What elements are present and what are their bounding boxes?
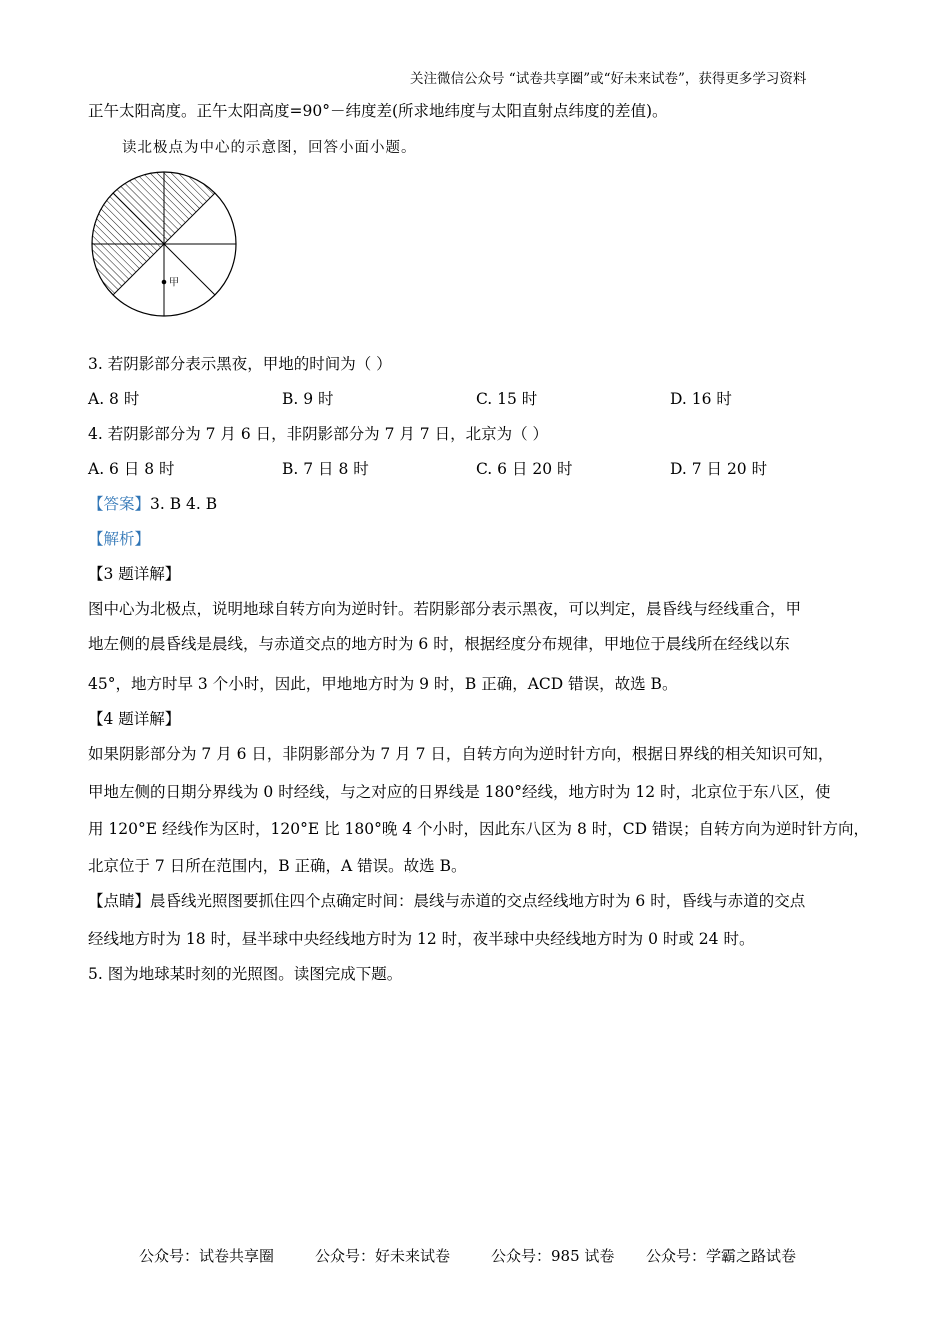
meridian-lines — [92, 172, 236, 316]
answer-tag: 【答案】 — [88, 495, 151, 513]
detail3-tag: 【3 题详解】 — [88, 565, 181, 583]
q4-options — [88, 459, 868, 479]
q4-option-b: B. 7 日 8 时 — [282, 460, 369, 478]
analysis-tag: 【解析】 — [88, 530, 151, 548]
point-jia-label: 甲 — [169, 277, 179, 289]
q4-option-a: A. 6 日 8 时 — [88, 460, 175, 478]
detail3-line-3: 45°，地方时早 3 个小时，因此，甲地地方时为 9 时，B 正确，ACD 错误，故选 B。 — [88, 675, 678, 693]
detail4-line-4: 北京位于 7 日所在范围内，B 正确，A 错误。故选 B。 — [88, 857, 467, 875]
footer-account-3: 公众号：985 试卷 — [491, 1247, 615, 1265]
detail3-line-1: 图中心为北极点，说明地球自转方向为逆时针。若阴影部分表示黑夜，可以判定，晨昏线与经线重合，甲 — [88, 600, 802, 618]
q4-option-d: D. 7 日 20 时 — [670, 460, 768, 478]
north-pole-diagram — [86, 166, 242, 322]
detail3-line-2: 地左侧的晨昏线是晨线，与赤道交点的地方时为 6 时，根据经度分布规律，甲地位于晨线所在经线以东 — [88, 635, 790, 653]
detail4-line-2: 甲地左侧的日期分界线为 0 时经线，与之对应的日界线是 180°经线，地方时为 12 时，北京位于东八区，使 — [88, 783, 831, 801]
q3-stem: 3. 若阴影部分表示黑夜，甲地的时间为（ ） — [88, 355, 392, 373]
footer-account-1: 公众号：试卷共享圈 — [139, 1247, 275, 1265]
tip-line-1: 【点睛】晨昏线光照图要抓住四个点确定时间：晨线与赤道的交点经线地方时为 6 时，昏线与赤道的交点 — [88, 892, 806, 910]
answer-text: 3. B 4. B — [150, 495, 218, 513]
point-jia-marker — [162, 280, 167, 285]
tip-line-2: 经线地方时为 18 时，昼半球中央经线地方时为 12 时，夜半球中央经线地方时为 0 时或 24 时。 — [88, 930, 755, 948]
q3-option-d: D. 16 时 — [670, 390, 732, 408]
intro-line: 正午太阳高度。正午太阳高度=90°－纬度差(所求地纬度与太阳直射点纬度的差值)。 — [88, 102, 668, 120]
instruction: 读北极点为中心的示意图，回答小面小题。 — [122, 140, 417, 156]
detail4-tag: 【4 题详解】 — [88, 710, 181, 728]
q3-option-a: A. 8 时 — [88, 390, 140, 408]
q4-option-c: C. 6 日 20 时 — [476, 460, 573, 478]
q3-options — [88, 389, 868, 409]
q4-stem: 4. 若阴影部分为 7 月 6 日，非阴影部分为 7 月 7 日，北京为（ ） — [88, 425, 549, 443]
answer-line — [88, 494, 217, 514]
footer-account-4: 公众号：学霸之路试卷 — [646, 1247, 797, 1265]
header-notice: 关注微信公众号 “试卷共享圈”或“好未来试卷”，获得更多学习资料 — [410, 71, 807, 87]
q5-stem: 5. 图为地球某时刻的光照图。读图完成下题。 — [88, 965, 403, 983]
q3-option-c: C. 15 时 — [476, 390, 538, 408]
detail4-line-1: 如果阴影部分为 7 月 6 日，非阴影部分为 7 月 7 日，自转方向为逆时针方向，根据日界线的相关知识可知， — [88, 745, 834, 763]
footer-account-2: 公众号：好未来试卷 — [315, 1247, 451, 1265]
detail4-line-3: 用 120°E 经线作为区时，120°E 比 180°晚 4 个小时，因此东八区为 8 时，CD 错误；自转方向为逆时针方向， — [88, 820, 869, 838]
q3-option-b: B. 9 时 — [282, 390, 334, 408]
